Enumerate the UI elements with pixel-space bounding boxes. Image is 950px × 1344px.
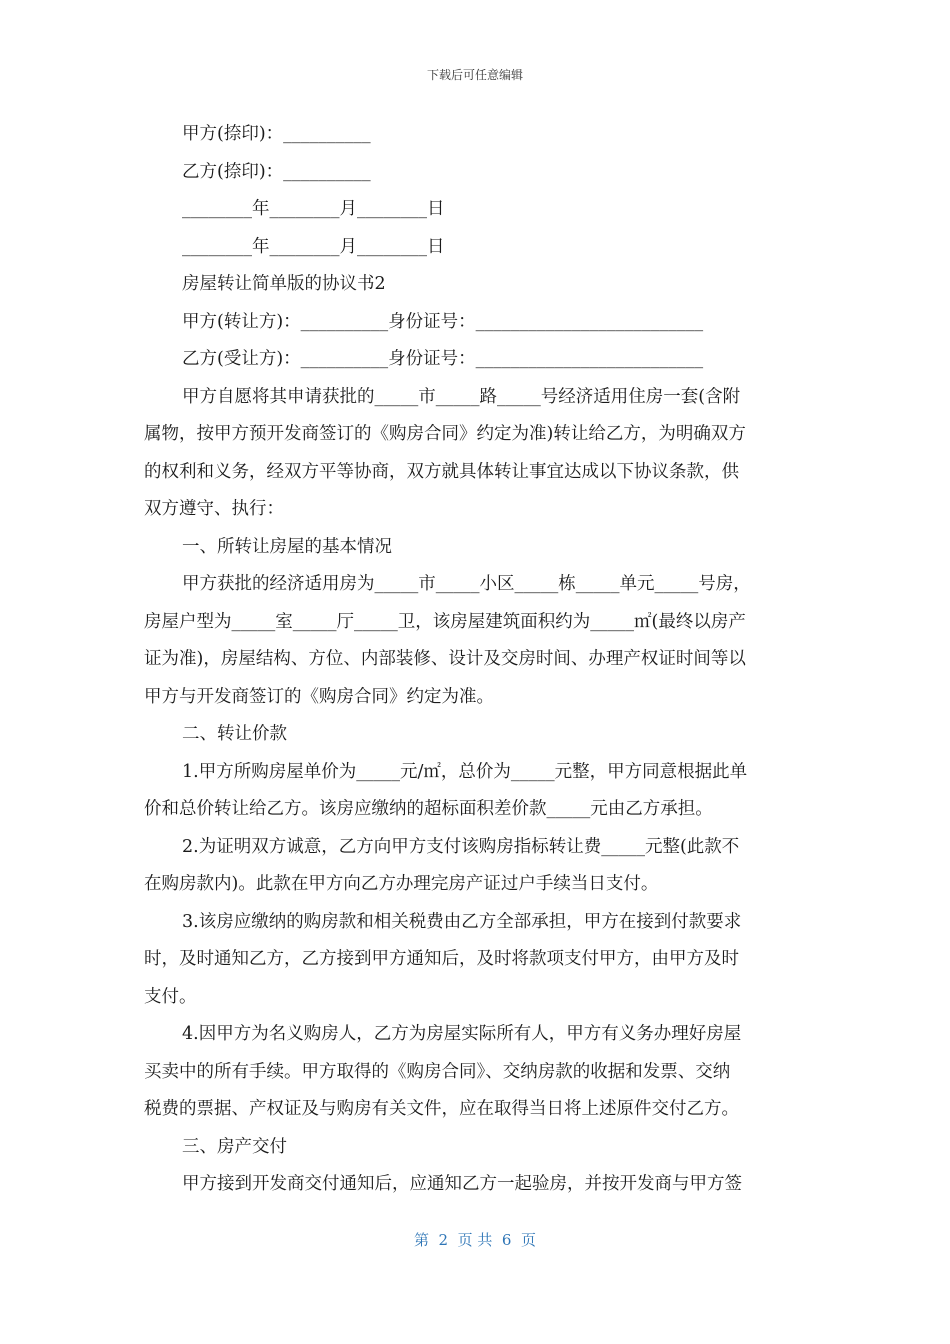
- header-note: 下载后可任意编辑: [426, 68, 523, 82]
- document-line: 乙方(捺印)：__________: [182, 161, 371, 182]
- page-number-footer: 第 2 页 共 6 页: [414, 1231, 536, 1249]
- document-line: 房屋转让简单版的协议书2: [182, 274, 386, 294]
- document-line: ________年________月________日: [182, 199, 445, 219]
- document-line: 税费的票据、产权证及与购房有关文件，应在取得当日将上述原件交付乙方。: [144, 1099, 739, 1119]
- document-line: 一、所转让房屋的基本情况: [182, 536, 392, 557]
- document-line: 房屋户型为_____室_____厅_____卫，该房屋建筑面积约为_____㎡(最终以房产: [144, 611, 746, 632]
- document-line: 甲方接到开发商交付通知后，应通知乙方一起验房，并按开发商与甲方签: [182, 1174, 742, 1194]
- document-line: 证为准)，房屋结构、方位、内部装修、设计及交房时间、办理产权证时间等以: [144, 649, 746, 669]
- document-line: 三、房产交付: [182, 1136, 287, 1157]
- document-line: 属物，按甲方预开发商签订的《购房合同》约定为准)转让给乙方，为明确双方: [144, 424, 746, 444]
- document-line: 时，及时通知乙方，乙方接到甲方通知后，及时将款项支付甲方，由甲方及时: [144, 949, 739, 969]
- document-line: 甲方(捺印)：__________: [182, 124, 371, 144]
- document-line: 乙方(受让方)：__________身份证号：__________________________: [182, 349, 704, 369]
- document-line: 4.因甲方为名义购房人，乙方为房屋实际所有人，甲方有义务办理好房屋: [182, 1024, 742, 1044]
- document-line: ________年________月________日: [182, 236, 445, 257]
- document-line: 3.该房应缴纳的购房款和相关税费由乙方全部承担，甲方在接到付款要求: [182, 911, 742, 932]
- document-line: 支付。: [144, 986, 197, 1007]
- document-line: 甲方(转让方)：__________身份证号：__________________________: [182, 311, 704, 332]
- document-line: 甲方获批的经济适用房为_____市_____小区_____栋_____单元_____号房，: [182, 574, 751, 594]
- document-line: 1.甲方所购房屋单价为_____元/㎡，总价为_____元整，甲方同意根据此单: [182, 761, 748, 782]
- document-body: [144, 116, 804, 1204]
- document-line: 甲方自愿将其申请获批的_____市_____路_____号经济适用住房一套(含附: [182, 386, 741, 407]
- document-line: 的权利和义务，经双方平等协商，双方就具体转让事宜达成以下协议条款，供: [144, 461, 739, 482]
- document-line: 买卖中的所有手续。甲方取得的《购房合同》、交纳房款的收据和发票、交纳: [144, 1061, 731, 1082]
- document-line: 二、转让价款: [182, 724, 287, 744]
- document-line: 甲方与开发商签订的《购房合同》约定为准。: [144, 686, 494, 707]
- document-line: 双方遵守、执行：: [144, 499, 284, 519]
- document-line: 价和总价转让给乙方。该房应缴纳的超标面积差价款_____元由乙方承担。: [144, 799, 713, 819]
- document-line: 2.为证明双方诚意，乙方向甲方支付该购房指标转让费_____元整(此款不: [182, 836, 740, 857]
- document-line: 在购房款内)。此款在甲方向乙方办理完房产证过户手续当日支付。: [144, 874, 659, 894]
